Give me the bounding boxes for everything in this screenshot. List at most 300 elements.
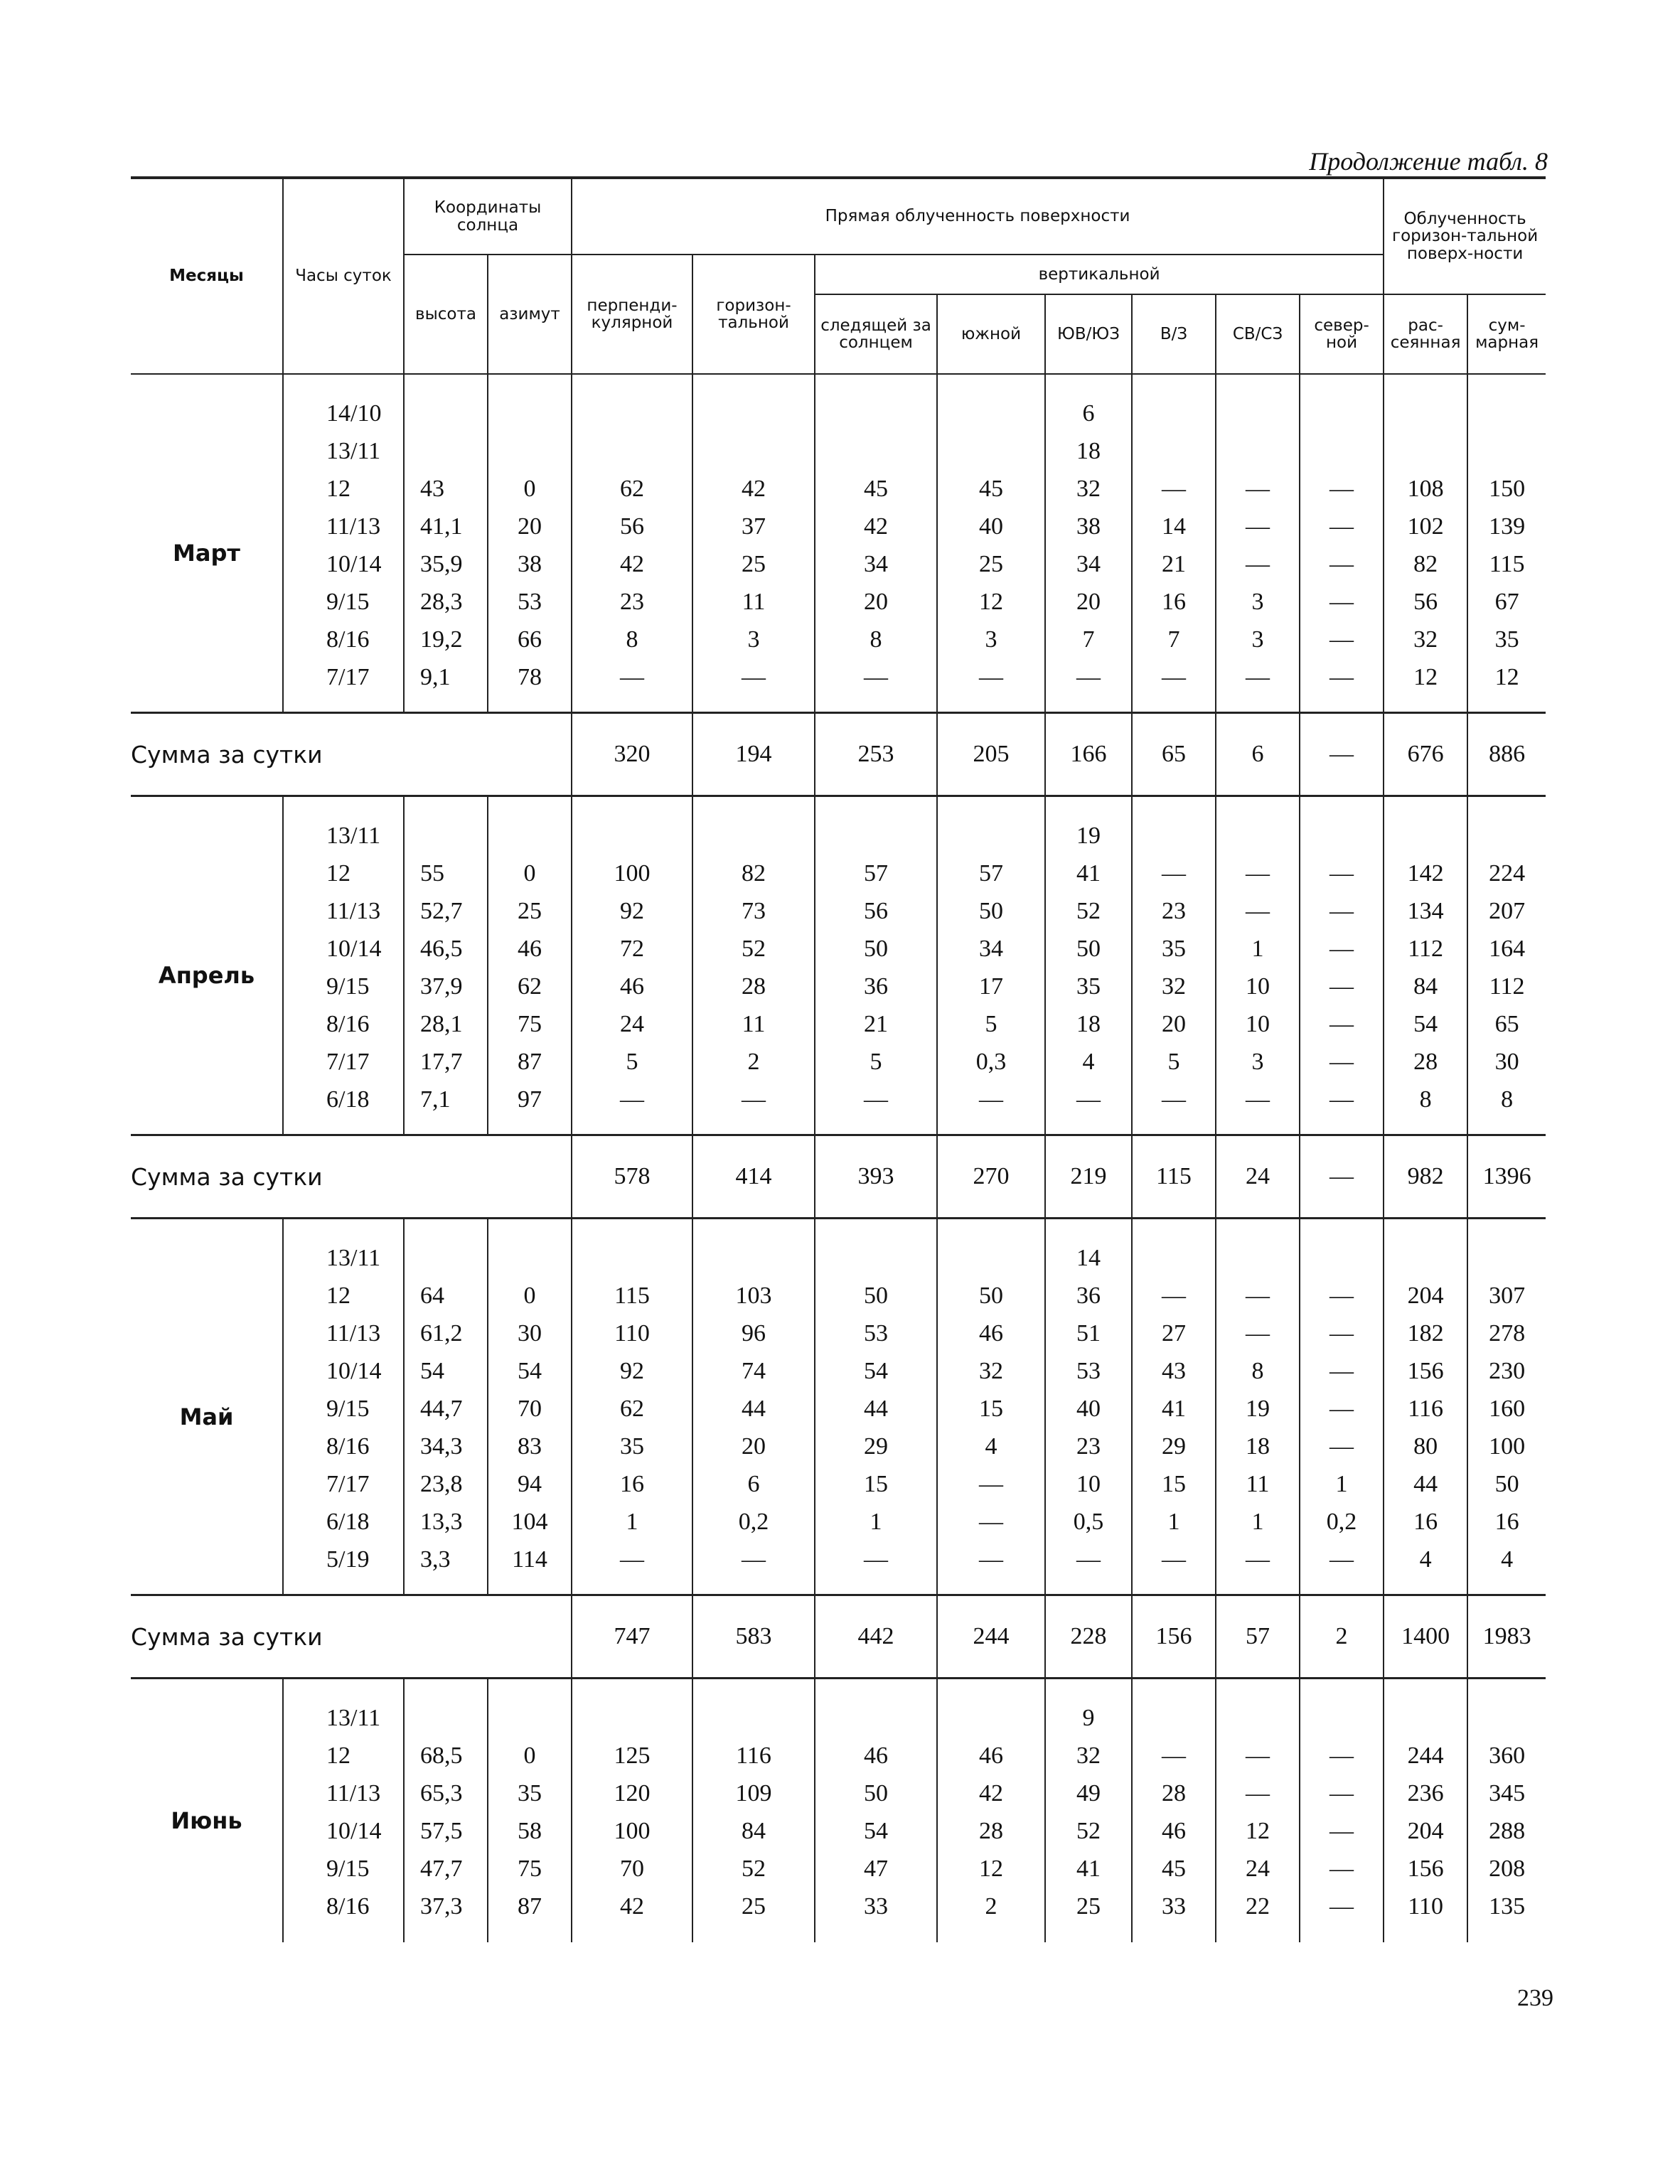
hours-cell: 13/11 [283, 1219, 404, 1278]
table-cell [572, 1679, 692, 1738]
table-cell: — [937, 1465, 1045, 1503]
table-cell: 139 [1467, 508, 1546, 545]
table-cell: 307 [1467, 1277, 1546, 1315]
table-cell [1216, 796, 1300, 855]
table-cell: 45 [815, 470, 937, 508]
table-cell [1132, 796, 1216, 855]
table-cell: 4 [1384, 1541, 1467, 1595]
table-cell: 11 [692, 1005, 815, 1043]
table-cell: 52 [692, 1850, 815, 1888]
table-cell: 12 [1384, 658, 1467, 713]
table-cell: 3 [1216, 583, 1300, 621]
table-cell: 53 [1045, 1352, 1132, 1390]
table-row [131, 1043, 1546, 1081]
table-cell: 28 [1132, 1774, 1216, 1812]
daily-total-cell: 24 [1216, 1135, 1300, 1219]
daily-total-cell: 982 [1384, 1135, 1467, 1219]
table-cell: 50 [815, 1774, 937, 1812]
daily-total-cell: 583 [692, 1595, 815, 1679]
table-cell: 70 [488, 1390, 572, 1428]
table-cell: 28 [1384, 1043, 1467, 1081]
header-hours: Часы суток [283, 178, 404, 374]
hours-cell: 8/16 [283, 1888, 404, 1942]
table-cell: 360 [1467, 1737, 1546, 1774]
table-cell: 12 [1467, 658, 1546, 713]
table-cell: — [1045, 658, 1132, 713]
table-row [131, 892, 1546, 930]
table-cell: — [1300, 545, 1384, 583]
table-cell: — [1132, 855, 1216, 892]
table-row [131, 968, 1546, 1005]
table-cell: 37,9 [404, 968, 488, 1005]
table-cell [1216, 1219, 1300, 1278]
table-cell: 34 [815, 545, 937, 583]
table-cell: 58 [488, 1812, 572, 1850]
table-cell: 57 [937, 855, 1045, 892]
daily-total-cell: 1400 [1384, 1595, 1467, 1679]
header-sun-coords: Координаты солнца [404, 178, 572, 255]
table-cell: 53 [488, 583, 572, 621]
table-cell: 52 [692, 930, 815, 968]
table-cell: 23 [1132, 892, 1216, 930]
hours-cell: 9/15 [283, 583, 404, 621]
table-cell: 6 [692, 1465, 815, 1503]
table-cell: 224 [1467, 855, 1546, 892]
table-cell: 278 [1467, 1315, 1546, 1352]
table-cell: 61,2 [404, 1315, 488, 1352]
table-cell: 28 [692, 968, 815, 1005]
daily-total-cell: 1983 [1467, 1595, 1546, 1679]
daily-total-cell: 676 [1384, 713, 1467, 796]
table-cell: — [1300, 1352, 1384, 1390]
table-row [131, 1541, 1546, 1595]
header-ne-nw: СВ/СЗ [1216, 294, 1300, 374]
daily-total-cell: 320 [572, 713, 692, 796]
table-row [131, 1850, 1546, 1888]
table-row [131, 1005, 1546, 1043]
table-cell: 16 [1132, 583, 1216, 621]
hours-cell: 5/19 [283, 1541, 404, 1595]
daily-total-cell: 747 [572, 1595, 692, 1679]
table-cell [692, 1679, 815, 1738]
table-cell: 67 [1467, 583, 1546, 621]
table-cell [1132, 432, 1216, 470]
table-cell: — [1300, 1005, 1384, 1043]
header-vertical: вертикальной [815, 255, 1384, 294]
table-cell: 25 [692, 1888, 815, 1942]
table-cell: 14 [1132, 508, 1216, 545]
table-cell: 16 [1384, 1503, 1467, 1541]
table-cell: 0,5 [1045, 1503, 1132, 1541]
table-cell: 20 [1045, 583, 1132, 621]
table-cell: 5 [572, 1043, 692, 1081]
table-cell: 102 [1384, 508, 1467, 545]
header-diffuse: рас-сеянная [1384, 294, 1467, 374]
table-cell: 20 [692, 1428, 815, 1465]
table-cell [572, 796, 692, 855]
table-cell: 11 [692, 583, 815, 621]
table-cell: 236 [1384, 1774, 1467, 1812]
table-cell: 10 [1216, 1005, 1300, 1043]
table-cell: 70 [572, 1850, 692, 1888]
table-cell: 110 [572, 1315, 692, 1352]
table-cell: 32 [1045, 470, 1132, 508]
table-cell: 46 [572, 968, 692, 1005]
table-cell: 120 [572, 1774, 692, 1812]
daily-total-label: Сумма за сутки [131, 713, 572, 796]
table-cell: — [1300, 1315, 1384, 1352]
table-cell: 1 [1300, 1465, 1384, 1503]
table-cell: 0 [488, 855, 572, 892]
table-cell: — [1216, 1081, 1300, 1135]
table-cell: 34 [937, 930, 1045, 968]
table-cell [815, 1219, 937, 1278]
daily-total-cell: 393 [815, 1135, 937, 1219]
table-cell: 44,7 [404, 1390, 488, 1428]
table-cell: 78 [488, 658, 572, 713]
table-cell: 288 [1467, 1812, 1546, 1850]
month-group [131, 374, 1546, 796]
table-cell: 46 [937, 1737, 1045, 1774]
irradiance-table [131, 176, 1546, 1942]
table-cell [692, 796, 815, 855]
daily-total-cell: 194 [692, 713, 815, 796]
table-row [131, 1428, 1546, 1465]
table-cell: — [1300, 1277, 1384, 1315]
table-cell [572, 432, 692, 470]
table-cell [1384, 1679, 1467, 1738]
table-cell: 30 [1467, 1043, 1546, 1081]
table-cell: 40 [1045, 1390, 1132, 1428]
table-cell: 114 [488, 1541, 572, 1595]
header-total: сум-марная [1467, 294, 1546, 374]
table-cell: 82 [692, 855, 815, 892]
daily-total-cell: 270 [937, 1135, 1045, 1219]
table-cell: 53 [815, 1315, 937, 1352]
table-cell: — [1216, 892, 1300, 930]
table-cell: 35,9 [404, 545, 488, 583]
table-row [131, 432, 1546, 470]
table-cell: 100 [572, 855, 692, 892]
table-cell: 18 [1216, 1428, 1300, 1465]
table-cell: 37 [692, 508, 815, 545]
table-cell: 4 [937, 1428, 1045, 1465]
table-cell [1300, 796, 1384, 855]
table-cell: 116 [1384, 1390, 1467, 1428]
table-cell: — [1132, 470, 1216, 508]
table-cell: 62 [572, 470, 692, 508]
table-row [131, 1679, 1546, 1738]
table-cell: — [1216, 545, 1300, 583]
table-row [131, 470, 1546, 508]
table-cell: 94 [488, 1465, 572, 1503]
table-cell: 3 [937, 621, 1045, 658]
table-cell: 32 [1132, 968, 1216, 1005]
table-cell: 100 [572, 1812, 692, 1850]
table-row [131, 1081, 1546, 1135]
table-cell: 3 [1216, 621, 1300, 658]
table-cell: 41 [1045, 855, 1132, 892]
table-cell: 84 [692, 1812, 815, 1850]
table-cell: 20 [488, 508, 572, 545]
table-cell: 12 [937, 1850, 1045, 1888]
table-cell: 28,3 [404, 583, 488, 621]
table-cell: 62 [488, 968, 572, 1005]
hours-cell: 12 [283, 1277, 404, 1315]
daily-total-cell: 219 [1045, 1135, 1132, 1219]
table-row [131, 374, 1546, 432]
header-tracking: следящей за солнцем [815, 294, 937, 374]
table-cell: 66 [488, 621, 572, 658]
table-cell [1300, 374, 1384, 432]
table-cell: — [1132, 1541, 1216, 1595]
hours-cell: 8/16 [283, 1005, 404, 1043]
table-cell: 52 [1045, 1812, 1132, 1850]
table-cell: — [692, 658, 815, 713]
table-cell [1300, 1219, 1384, 1278]
table-cell: 32 [1384, 621, 1467, 658]
table-cell: — [1216, 658, 1300, 713]
daily-total-cell: — [1300, 1135, 1384, 1219]
table-cell: 11 [1216, 1465, 1300, 1503]
table-cell: 7 [1132, 621, 1216, 658]
table-cell: 32 [937, 1352, 1045, 1390]
table-cell: 87 [488, 1888, 572, 1942]
daily-total-cell: 886 [1467, 713, 1546, 796]
table-cell: 164 [1467, 930, 1546, 968]
table-cell: 21 [815, 1005, 937, 1043]
table-cell: 44 [815, 1390, 937, 1428]
table-cell: 1 [815, 1503, 937, 1541]
table-cell: 29 [815, 1428, 937, 1465]
page-number: 239 [1517, 1985, 1553, 2011]
table-row [131, 930, 1546, 968]
daily-total-cell: 1396 [1467, 1135, 1546, 1219]
month-label: Апрель [158, 962, 255, 989]
table-cell: 50 [815, 930, 937, 968]
table-cell: — [572, 1081, 692, 1135]
table-cell [692, 432, 815, 470]
table-cell: 19 [1045, 796, 1132, 855]
table-row [131, 1277, 1546, 1315]
hours-cell: 10/14 [283, 1352, 404, 1390]
table-cell [488, 796, 572, 855]
table-cell: 17 [937, 968, 1045, 1005]
table-cell: 50 [1045, 930, 1132, 968]
table-cell: 47 [815, 1850, 937, 1888]
table-cell: 43 [1132, 1352, 1216, 1390]
daily-total-cell: 6 [1216, 713, 1300, 796]
table-cell: 41 [1045, 1850, 1132, 1888]
table-cell [488, 1219, 572, 1278]
table-cell: 2 [937, 1888, 1045, 1942]
table-cell: — [1300, 621, 1384, 658]
table-cell: — [1216, 1737, 1300, 1774]
header-months: Месяцы [131, 178, 283, 374]
daily-total-cell: — [1300, 713, 1384, 796]
table-cell: 244 [1384, 1737, 1467, 1774]
table-cell: — [937, 658, 1045, 713]
table-cell: — [1216, 470, 1300, 508]
table-cell: — [1300, 1428, 1384, 1465]
table-cell: 110 [1384, 1888, 1467, 1942]
table-cell: — [1216, 1541, 1300, 1595]
table-cell: — [1300, 1737, 1384, 1774]
month-label: Июнь [171, 1807, 242, 1834]
table-cell: — [815, 1541, 937, 1595]
table-row [131, 796, 1546, 855]
daily-total-cell: 228 [1045, 1595, 1132, 1679]
table-cell: 112 [1384, 930, 1467, 968]
table-cell: 64 [404, 1277, 488, 1315]
table-cell: 17,7 [404, 1043, 488, 1081]
hours-cell: 13/11 [283, 1679, 404, 1738]
hours-cell: 9/15 [283, 1850, 404, 1888]
table-cell: — [1300, 1390, 1384, 1428]
table-cell [815, 1679, 937, 1738]
table-cell: 5 [815, 1043, 937, 1081]
month-group [131, 1219, 1546, 1679]
table-cell [692, 374, 815, 432]
table-cell: 46 [1132, 1812, 1216, 1850]
header-perpendicular: перпенди-кулярной [572, 255, 692, 374]
table-cell [404, 1219, 488, 1278]
table-cell: 116 [692, 1737, 815, 1774]
table-cell: 204 [1384, 1277, 1467, 1315]
table-cell: 8 [1216, 1352, 1300, 1390]
table-cell: 150 [1467, 470, 1546, 508]
table-cell: 115 [1467, 545, 1546, 583]
table-cell: 25 [1045, 1888, 1132, 1942]
hours-cell: 13/11 [283, 432, 404, 470]
table-cell: 125 [572, 1737, 692, 1774]
table-cell: 30 [488, 1315, 572, 1352]
table-row [131, 1390, 1546, 1428]
table-cell: 0 [488, 1737, 572, 1774]
hours-cell: 11/13 [283, 1315, 404, 1352]
table-cell [1132, 1679, 1216, 1738]
table-cell: 1 [1216, 1503, 1300, 1541]
table-cell: — [1300, 1541, 1384, 1595]
table-cell: 75 [488, 1850, 572, 1888]
table-cell: 45 [937, 470, 1045, 508]
table-row [131, 1888, 1546, 1942]
table-cell: 13,3 [404, 1503, 488, 1541]
table-row [131, 1503, 1546, 1541]
table-cell: 34 [1045, 545, 1132, 583]
table-cell: 115 [572, 1277, 692, 1315]
table-header [131, 178, 1546, 374]
table-cell: 3 [692, 621, 815, 658]
table-cell: 43 [404, 470, 488, 508]
table-cell [1467, 1679, 1546, 1738]
table-cell: 44 [692, 1390, 815, 1428]
table-cell: 37,3 [404, 1888, 488, 1942]
table-cell: 29 [1132, 1428, 1216, 1465]
table-cell [404, 1679, 488, 1738]
table-cell: 15 [815, 1465, 937, 1503]
hours-cell: 9/15 [283, 1390, 404, 1428]
table-cell: 3,3 [404, 1541, 488, 1595]
hours-cell: 7/17 [283, 1043, 404, 1081]
table-cell: 23,8 [404, 1465, 488, 1503]
table-cell: — [1300, 892, 1384, 930]
table-cell: 134 [1384, 892, 1467, 930]
table-cell: 23 [572, 583, 692, 621]
daily-total-cell: 2 [1300, 1595, 1384, 1679]
table-cell: 35 [1467, 621, 1546, 658]
table-cell: 0,3 [937, 1043, 1045, 1081]
hours-cell: 11/13 [283, 1774, 404, 1812]
table-cell: 33 [815, 1888, 937, 1942]
table-cell: 34,3 [404, 1428, 488, 1465]
table-cell: 8 [1467, 1081, 1546, 1135]
table-cell: 5 [1132, 1043, 1216, 1081]
table-cell: — [1300, 470, 1384, 508]
table-cell: — [1300, 1081, 1384, 1135]
table-cell [1384, 432, 1467, 470]
table-cell [1467, 374, 1546, 432]
table-cell: — [572, 1541, 692, 1595]
table-cell: 62 [572, 1390, 692, 1428]
daily-total-row [131, 1135, 1546, 1219]
daily-total-cell: 156 [1132, 1595, 1216, 1679]
table-cell: 50 [937, 892, 1045, 930]
daily-total-label: Сумма за сутки [131, 1135, 572, 1219]
table-cell: 42 [937, 1774, 1045, 1812]
daily-total-cell: 442 [815, 1595, 937, 1679]
table-cell: 12 [937, 583, 1045, 621]
table-row [131, 1812, 1546, 1850]
table-cell: — [1300, 1888, 1384, 1942]
table-cell: 7,1 [404, 1081, 488, 1135]
table-cell: 10 [1045, 1465, 1132, 1503]
table-cell: 6 [1045, 374, 1132, 432]
table-cell: 112 [1467, 968, 1546, 1005]
table-cell: — [1132, 1737, 1216, 1774]
table-row [131, 658, 1546, 713]
table-cell [937, 432, 1045, 470]
table-row [131, 545, 1546, 583]
hours-cell: 6/18 [283, 1081, 404, 1135]
table-cell: 42 [572, 1888, 692, 1942]
table-cell [937, 1679, 1045, 1738]
table-cell [572, 1219, 692, 1278]
table-cell: 24 [1216, 1850, 1300, 1888]
table-cell: 14 [1045, 1219, 1132, 1278]
table-cell: — [692, 1081, 815, 1135]
daily-total-cell: 414 [692, 1135, 815, 1219]
table-cell: 230 [1467, 1352, 1546, 1390]
table-cell: 49 [1045, 1774, 1132, 1812]
table-cell: 35 [1045, 968, 1132, 1005]
table-cell: 55 [404, 855, 488, 892]
table-cell: — [692, 1541, 815, 1595]
table-cell: 92 [572, 1352, 692, 1390]
table-cell: 46 [937, 1315, 1045, 1352]
table-cell: 20 [815, 583, 937, 621]
daily-total-cell: 115 [1132, 1135, 1216, 1219]
table-cell: — [1300, 583, 1384, 621]
table-row [131, 1315, 1546, 1352]
table-cell: — [1045, 1081, 1132, 1135]
table-cell: 182 [1384, 1315, 1467, 1352]
table-row [131, 583, 1546, 621]
table-cell: 24 [572, 1005, 692, 1043]
table-cell [937, 374, 1045, 432]
table-cell: 56 [572, 508, 692, 545]
table-cell [815, 796, 937, 855]
